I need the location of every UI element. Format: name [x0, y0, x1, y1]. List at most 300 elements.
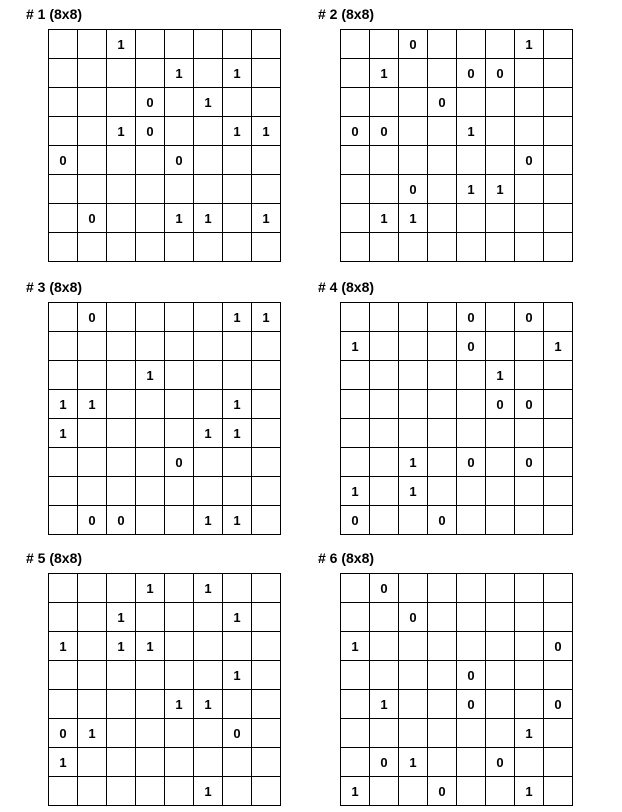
- grid-cell[interactable]: [223, 632, 252, 661]
- grid-cell[interactable]: [252, 690, 281, 719]
- grid-cell[interactable]: [194, 175, 223, 204]
- grid-cell[interactable]: [107, 332, 136, 361]
- grid-cell[interactable]: [341, 233, 370, 262]
- grid-cell[interactable]: [252, 175, 281, 204]
- grid-cell[interactable]: [341, 204, 370, 233]
- grid-cell[interactable]: [399, 146, 428, 175]
- grid-cell[interactable]: 0: [78, 506, 107, 535]
- grid-cell[interactable]: [341, 448, 370, 477]
- grid-cell[interactable]: [136, 661, 165, 690]
- grid-cell[interactable]: [136, 690, 165, 719]
- grid-cell[interactable]: 1: [399, 477, 428, 506]
- grid-cell[interactable]: [107, 303, 136, 332]
- grid-cell[interactable]: [165, 777, 194, 806]
- grid-cell[interactable]: [223, 30, 252, 59]
- grid-cell[interactable]: [194, 390, 223, 419]
- grid-cell[interactable]: [107, 477, 136, 506]
- grid-cell[interactable]: [165, 390, 194, 419]
- grid-cell[interactable]: [515, 88, 544, 117]
- grid-cell[interactable]: [341, 88, 370, 117]
- grid-cell[interactable]: [457, 233, 486, 262]
- grid-cell[interactable]: 0: [78, 303, 107, 332]
- grid-cell[interactable]: [107, 748, 136, 777]
- grid-cell[interactable]: [486, 30, 515, 59]
- grid-cell[interactable]: [165, 361, 194, 390]
- grid-cell[interactable]: [370, 777, 399, 806]
- grid-cell[interactable]: [107, 59, 136, 88]
- grid-cell[interactable]: [428, 661, 457, 690]
- grid-cell[interactable]: [165, 419, 194, 448]
- grid-cell[interactable]: [252, 632, 281, 661]
- grid-cell[interactable]: [486, 632, 515, 661]
- grid-cell[interactable]: [107, 777, 136, 806]
- grid-cell[interactable]: [544, 719, 573, 748]
- grid-cell[interactable]: [49, 59, 78, 88]
- grid-cell[interactable]: [136, 603, 165, 632]
- grid-cell[interactable]: [399, 632, 428, 661]
- grid-cell[interactable]: [252, 332, 281, 361]
- grid-cell[interactable]: [486, 146, 515, 175]
- grid-cell[interactable]: 1: [49, 748, 78, 777]
- grid-cell[interactable]: 1: [341, 777, 370, 806]
- grid-cell[interactable]: [544, 748, 573, 777]
- grid-cell[interactable]: [341, 303, 370, 332]
- grid-cell[interactable]: [544, 506, 573, 535]
- grid-cell[interactable]: [399, 390, 428, 419]
- grid-cell[interactable]: [486, 661, 515, 690]
- grid-cell[interactable]: 0: [544, 690, 573, 719]
- grid-cell[interactable]: 0: [428, 777, 457, 806]
- grid-cell[interactable]: [515, 233, 544, 262]
- grid-cell[interactable]: [194, 303, 223, 332]
- grid-cell[interactable]: 0: [457, 448, 486, 477]
- grid-cell[interactable]: 1: [107, 632, 136, 661]
- grid-cell[interactable]: 1: [194, 690, 223, 719]
- grid-cell[interactable]: [457, 574, 486, 603]
- grid-cell[interactable]: [194, 233, 223, 262]
- grid-cell[interactable]: [107, 204, 136, 233]
- grid-cell[interactable]: [194, 117, 223, 146]
- grid-cell[interactable]: [165, 632, 194, 661]
- grid-cell[interactable]: 0: [457, 690, 486, 719]
- grid-cell[interactable]: 1: [341, 332, 370, 361]
- grid-cell[interactable]: 1: [399, 448, 428, 477]
- grid-cell[interactable]: [341, 748, 370, 777]
- grid-cell[interactable]: [428, 632, 457, 661]
- grid-cell[interactable]: [252, 477, 281, 506]
- grid-cell[interactable]: [194, 477, 223, 506]
- grid-cell[interactable]: [486, 506, 515, 535]
- grid-cell[interactable]: [370, 332, 399, 361]
- grid-cell[interactable]: 1: [515, 777, 544, 806]
- grid-cell[interactable]: [428, 204, 457, 233]
- grid-cell[interactable]: 1: [486, 361, 515, 390]
- grid-cell[interactable]: [78, 748, 107, 777]
- grid-cell[interactable]: [399, 361, 428, 390]
- grid-cell[interactable]: [107, 419, 136, 448]
- grid-cell[interactable]: [136, 303, 165, 332]
- grid-cell[interactable]: [107, 719, 136, 748]
- grid-cell[interactable]: [341, 146, 370, 175]
- grid-cell[interactable]: [78, 477, 107, 506]
- grid-cell[interactable]: [78, 117, 107, 146]
- grid-cell[interactable]: [107, 175, 136, 204]
- grid-cell[interactable]: [49, 303, 78, 332]
- grid-cell[interactable]: [515, 690, 544, 719]
- grid-cell[interactable]: [78, 419, 107, 448]
- grid-cell[interactable]: [194, 30, 223, 59]
- grid-cell[interactable]: [370, 419, 399, 448]
- grid-cell[interactable]: 0: [399, 30, 428, 59]
- grid-cell[interactable]: [194, 719, 223, 748]
- grid-cell[interactable]: [399, 574, 428, 603]
- grid-cell[interactable]: [399, 233, 428, 262]
- grid-cell[interactable]: [78, 574, 107, 603]
- grid-cell[interactable]: [136, 719, 165, 748]
- grid-cell[interactable]: [399, 303, 428, 332]
- grid-cell[interactable]: [165, 117, 194, 146]
- grid-cell[interactable]: [544, 59, 573, 88]
- grid-cell[interactable]: 1: [49, 632, 78, 661]
- grid-cell[interactable]: 1: [486, 175, 515, 204]
- grid-cell[interactable]: [457, 748, 486, 777]
- grid-cell[interactable]: 1: [515, 30, 544, 59]
- grid-cell[interactable]: [515, 117, 544, 146]
- grid-cell[interactable]: 0: [165, 146, 194, 175]
- grid-cell[interactable]: [399, 661, 428, 690]
- grid-cell[interactable]: [544, 175, 573, 204]
- grid-cell[interactable]: 0: [544, 632, 573, 661]
- grid-cell[interactable]: [136, 233, 165, 262]
- grid-cell[interactable]: 0: [486, 390, 515, 419]
- grid-cell[interactable]: 0: [136, 117, 165, 146]
- grid-cell[interactable]: [165, 303, 194, 332]
- grid-cell[interactable]: [107, 233, 136, 262]
- grid-cell[interactable]: [457, 390, 486, 419]
- grid-cell[interactable]: [78, 88, 107, 117]
- grid-cell[interactable]: [78, 59, 107, 88]
- grid-cell[interactable]: 0: [341, 117, 370, 146]
- grid-cell[interactable]: [486, 719, 515, 748]
- grid-cell[interactable]: [107, 88, 136, 117]
- grid-cell[interactable]: 0: [136, 88, 165, 117]
- grid-cell[interactable]: [457, 603, 486, 632]
- grid-cell[interactable]: [370, 506, 399, 535]
- grid-cell[interactable]: [486, 332, 515, 361]
- grid-cell[interactable]: [399, 332, 428, 361]
- grid-cell[interactable]: 0: [457, 59, 486, 88]
- grid-cell[interactable]: [544, 117, 573, 146]
- grid-cell[interactable]: [107, 361, 136, 390]
- grid-cell[interactable]: [544, 448, 573, 477]
- grid-cell[interactable]: [370, 661, 399, 690]
- grid-cell[interactable]: [49, 574, 78, 603]
- grid-cell[interactable]: 0: [370, 748, 399, 777]
- grid-cell[interactable]: [370, 632, 399, 661]
- grid-cell[interactable]: [486, 204, 515, 233]
- grid-cell[interactable]: [136, 748, 165, 777]
- grid-cell[interactable]: [428, 748, 457, 777]
- grid-cell[interactable]: [194, 748, 223, 777]
- grid-cell[interactable]: [428, 303, 457, 332]
- grid-cell[interactable]: [49, 332, 78, 361]
- grid-cell[interactable]: [370, 30, 399, 59]
- grid-cell[interactable]: [544, 777, 573, 806]
- grid-cell[interactable]: [49, 477, 78, 506]
- grid-cell[interactable]: [370, 361, 399, 390]
- grid-cell[interactable]: [223, 361, 252, 390]
- grid-cell[interactable]: 0: [78, 204, 107, 233]
- grid-cell[interactable]: [78, 361, 107, 390]
- grid-cell[interactable]: [252, 574, 281, 603]
- grid-cell[interactable]: [165, 574, 194, 603]
- grid-cell[interactable]: [515, 419, 544, 448]
- grid-cell[interactable]: [252, 777, 281, 806]
- grid-cell[interactable]: [457, 361, 486, 390]
- grid-cell[interactable]: 1: [136, 632, 165, 661]
- grid-cell[interactable]: 0: [486, 59, 515, 88]
- grid-cell[interactable]: [399, 690, 428, 719]
- grid-cell[interactable]: [194, 361, 223, 390]
- grid-cell[interactable]: [457, 88, 486, 117]
- grid-cell[interactable]: 0: [457, 661, 486, 690]
- grid-cell[interactable]: [223, 477, 252, 506]
- grid-cell[interactable]: 1: [223, 59, 252, 88]
- grid-cell[interactable]: [78, 448, 107, 477]
- grid-cell[interactable]: 0: [515, 390, 544, 419]
- grid-cell[interactable]: [223, 204, 252, 233]
- grid-cell[interactable]: [49, 361, 78, 390]
- grid-cell[interactable]: [136, 59, 165, 88]
- grid-cell[interactable]: [370, 448, 399, 477]
- grid-cell[interactable]: 1: [399, 748, 428, 777]
- grid-cell[interactable]: [399, 117, 428, 146]
- grid-cell[interactable]: [252, 448, 281, 477]
- grid-cell[interactable]: [399, 777, 428, 806]
- grid-cell[interactable]: [515, 603, 544, 632]
- grid-cell[interactable]: [252, 59, 281, 88]
- grid-cell[interactable]: [544, 603, 573, 632]
- grid-cell[interactable]: 0: [515, 448, 544, 477]
- grid-cell[interactable]: [428, 233, 457, 262]
- grid-cell[interactable]: [49, 88, 78, 117]
- grid-cell[interactable]: [515, 632, 544, 661]
- grid-cell[interactable]: [544, 146, 573, 175]
- grid-cell[interactable]: [486, 233, 515, 262]
- grid-cell[interactable]: [49, 117, 78, 146]
- grid-cell[interactable]: [107, 448, 136, 477]
- grid-cell[interactable]: 1: [252, 303, 281, 332]
- grid-cell[interactable]: 1: [107, 603, 136, 632]
- grid-cell[interactable]: [107, 146, 136, 175]
- grid-cell[interactable]: 1: [107, 30, 136, 59]
- grid-cell[interactable]: [515, 175, 544, 204]
- grid-cell[interactable]: [515, 748, 544, 777]
- grid-cell[interactable]: [194, 59, 223, 88]
- grid-cell[interactable]: [515, 477, 544, 506]
- grid-cell[interactable]: [252, 233, 281, 262]
- grid-cell[interactable]: [341, 603, 370, 632]
- grid-cell[interactable]: [194, 632, 223, 661]
- grid-cell[interactable]: 1: [194, 419, 223, 448]
- grid-cell[interactable]: [252, 661, 281, 690]
- grid-cell[interactable]: [370, 88, 399, 117]
- grid-cell[interactable]: [165, 175, 194, 204]
- grid-cell[interactable]: [49, 661, 78, 690]
- grid-cell[interactable]: 1: [223, 506, 252, 535]
- grid-cell[interactable]: 1: [194, 204, 223, 233]
- grid-cell[interactable]: [252, 748, 281, 777]
- grid-cell[interactable]: [49, 603, 78, 632]
- grid-cell[interactable]: [428, 332, 457, 361]
- grid-cell[interactable]: [399, 506, 428, 535]
- grid-cell[interactable]: [341, 361, 370, 390]
- grid-cell[interactable]: [544, 30, 573, 59]
- grid-cell[interactable]: [428, 448, 457, 477]
- grid-cell[interactable]: [136, 30, 165, 59]
- grid-cell[interactable]: [136, 777, 165, 806]
- grid-cell[interactable]: [341, 419, 370, 448]
- grid-cell[interactable]: [428, 146, 457, 175]
- grid-cell[interactable]: [428, 574, 457, 603]
- grid-cell[interactable]: [341, 719, 370, 748]
- grid-cell[interactable]: [165, 233, 194, 262]
- grid-cell[interactable]: 0: [49, 146, 78, 175]
- grid-cell[interactable]: 0: [457, 332, 486, 361]
- grid-cell[interactable]: [49, 204, 78, 233]
- grid-cell[interactable]: 1: [370, 690, 399, 719]
- grid-cell[interactable]: [428, 719, 457, 748]
- grid-cell[interactable]: [341, 574, 370, 603]
- grid-cell[interactable]: [428, 361, 457, 390]
- grid-cell[interactable]: [457, 632, 486, 661]
- grid-cell[interactable]: [370, 146, 399, 175]
- grid-cell[interactable]: 1: [165, 690, 194, 719]
- grid-cell[interactable]: 1: [78, 390, 107, 419]
- grid-cell[interactable]: 1: [78, 719, 107, 748]
- grid-cell[interactable]: [165, 88, 194, 117]
- grid-cell[interactable]: [78, 661, 107, 690]
- grid-cell[interactable]: 0: [515, 146, 544, 175]
- grid-cell[interactable]: [252, 390, 281, 419]
- grid-cell[interactable]: [165, 30, 194, 59]
- grid-cell[interactable]: [136, 506, 165, 535]
- grid-cell[interactable]: [341, 59, 370, 88]
- grid-cell[interactable]: [515, 661, 544, 690]
- grid-cell[interactable]: [515, 332, 544, 361]
- grid-cell[interactable]: 1: [223, 390, 252, 419]
- grid-cell[interactable]: 1: [136, 361, 165, 390]
- grid-cell[interactable]: [136, 419, 165, 448]
- grid-cell[interactable]: [370, 303, 399, 332]
- grid-cell[interactable]: 0: [399, 603, 428, 632]
- grid-cell[interactable]: 0: [341, 506, 370, 535]
- grid-cell[interactable]: 0: [457, 303, 486, 332]
- grid-cell[interactable]: [544, 574, 573, 603]
- grid-cell[interactable]: [370, 603, 399, 632]
- grid-cell[interactable]: [194, 448, 223, 477]
- grid-cell[interactable]: 0: [515, 303, 544, 332]
- grid-cell[interactable]: [78, 175, 107, 204]
- grid-cell[interactable]: [49, 506, 78, 535]
- grid-cell[interactable]: [194, 661, 223, 690]
- grid-cell[interactable]: [341, 390, 370, 419]
- grid-cell[interactable]: 1: [107, 117, 136, 146]
- grid-cell[interactable]: [223, 574, 252, 603]
- grid-cell[interactable]: [515, 506, 544, 535]
- grid-cell[interactable]: 1: [399, 204, 428, 233]
- grid-cell[interactable]: 1: [252, 117, 281, 146]
- grid-cell[interactable]: [515, 59, 544, 88]
- grid-cell[interactable]: 1: [457, 175, 486, 204]
- grid-cell[interactable]: [165, 477, 194, 506]
- grid-cell[interactable]: [49, 30, 78, 59]
- grid-cell[interactable]: [341, 30, 370, 59]
- grid-cell[interactable]: [252, 146, 281, 175]
- grid-cell[interactable]: [341, 175, 370, 204]
- grid-cell[interactable]: [457, 419, 486, 448]
- grid-cell[interactable]: 1: [544, 332, 573, 361]
- grid-cell[interactable]: 0: [370, 574, 399, 603]
- grid-cell[interactable]: 1: [165, 204, 194, 233]
- grid-cell[interactable]: [223, 690, 252, 719]
- grid-cell[interactable]: [428, 477, 457, 506]
- grid-cell[interactable]: 1: [194, 506, 223, 535]
- grid-cell[interactable]: 1: [223, 303, 252, 332]
- grid-cell[interactable]: 1: [194, 574, 223, 603]
- grid-cell[interactable]: [223, 748, 252, 777]
- grid-cell[interactable]: [370, 390, 399, 419]
- grid-cell[interactable]: 1: [515, 719, 544, 748]
- grid-cell[interactable]: [223, 175, 252, 204]
- grid-cell[interactable]: [515, 574, 544, 603]
- grid-cell[interactable]: [428, 117, 457, 146]
- grid-cell[interactable]: [107, 661, 136, 690]
- grid-cell[interactable]: [78, 146, 107, 175]
- grid-cell[interactable]: 0: [165, 448, 194, 477]
- grid-cell[interactable]: [136, 146, 165, 175]
- grid-cell[interactable]: [428, 419, 457, 448]
- grid-cell[interactable]: [165, 603, 194, 632]
- grid-cell[interactable]: [136, 332, 165, 361]
- grid-cell[interactable]: 1: [223, 117, 252, 146]
- grid-cell[interactable]: [252, 419, 281, 448]
- grid-cell[interactable]: [78, 777, 107, 806]
- grid-cell[interactable]: [544, 204, 573, 233]
- grid-cell[interactable]: [370, 719, 399, 748]
- grid-cell[interactable]: 0: [370, 117, 399, 146]
- grid-cell[interactable]: [78, 30, 107, 59]
- grid-cell[interactable]: [457, 719, 486, 748]
- grid-cell[interactable]: [107, 690, 136, 719]
- grid-cell[interactable]: [223, 332, 252, 361]
- grid-cell[interactable]: [49, 448, 78, 477]
- grid-cell[interactable]: [486, 88, 515, 117]
- grid-cell[interactable]: [428, 175, 457, 204]
- grid-cell[interactable]: [78, 603, 107, 632]
- grid-cell[interactable]: [486, 690, 515, 719]
- grid-cell[interactable]: 1: [194, 777, 223, 806]
- grid-cell[interactable]: [486, 603, 515, 632]
- grid-cell[interactable]: [399, 88, 428, 117]
- grid-cell[interactable]: [428, 390, 457, 419]
- grid-cell[interactable]: [457, 477, 486, 506]
- grid-cell[interactable]: 1: [223, 603, 252, 632]
- grid-cell[interactable]: [486, 117, 515, 146]
- grid-cell[interactable]: [341, 661, 370, 690]
- grid-cell[interactable]: 0: [223, 719, 252, 748]
- grid-cell[interactable]: [252, 719, 281, 748]
